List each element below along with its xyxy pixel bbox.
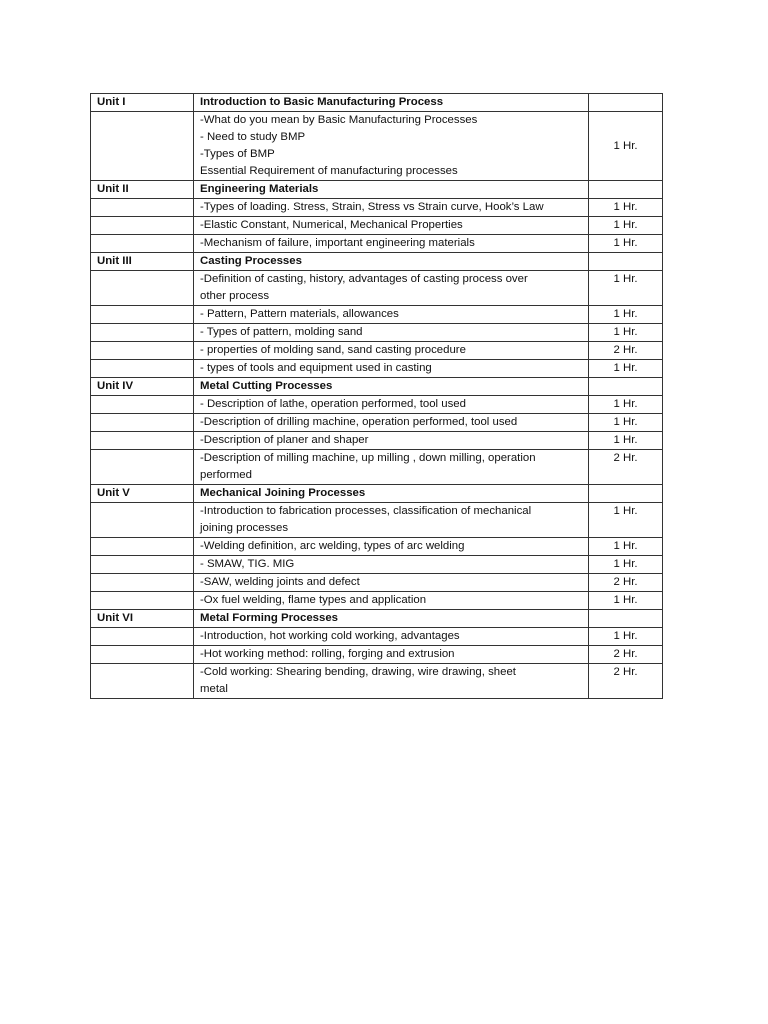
- unit-label: Unit II: [91, 181, 194, 199]
- topic-line: - SMAW, TIG. MIG: [200, 558, 295, 570]
- unit-label: Unit V: [91, 485, 194, 503]
- empty-hours-cell: [589, 610, 663, 628]
- empty-unit-cell: [91, 396, 194, 414]
- topic-line: -Types of BMP: [200, 148, 275, 160]
- empty-unit-cell: [91, 628, 194, 646]
- topic-row: [91, 432, 663, 450]
- topic-description: [194, 414, 589, 432]
- topic-hours: 1 Hr.: [589, 396, 663, 414]
- topic-hours: 1 Hr.: [589, 271, 663, 306]
- topic-row: [91, 628, 663, 646]
- topic-row: [91, 556, 663, 574]
- empty-unit-cell: [91, 271, 194, 306]
- topic-description: [194, 217, 589, 235]
- topic-hours: 1 Hr.: [589, 235, 663, 253]
- topic-hours: 1 Hr.: [589, 306, 663, 324]
- topic-line: Essential Requirement of manufacturing processes: [200, 165, 458, 177]
- empty-unit-cell: [91, 574, 194, 592]
- topic-line: -What do you mean by Basic Manufacturing Processes: [200, 114, 478, 126]
- unit-title: Casting Processes: [194, 253, 589, 271]
- unit-title: Metal Forming Processes: [194, 610, 589, 628]
- topic-description: [194, 503, 589, 538]
- topic-row: [91, 574, 663, 592]
- topic-line: - Pattern, Pattern materials, allowances: [200, 308, 399, 320]
- topic-line: -Cold working: Shearing bending, drawing, wire drawing, sheet: [200, 666, 516, 678]
- topic-line: - properties of molding sand, sand casting procedure: [200, 344, 466, 356]
- empty-unit-cell: [91, 592, 194, 610]
- topic-row: [91, 306, 663, 324]
- topic-description: [194, 450, 589, 485]
- topic-description: [194, 112, 589, 181]
- empty-unit-cell: [91, 646, 194, 664]
- topic-line: -Elastic Constant, Numerical, Mechanical Properties: [200, 219, 463, 231]
- empty-unit-cell: [91, 324, 194, 342]
- unit-header-row: [91, 485, 663, 503]
- topic-line: -Description of drilling machine, operation performed, tool used: [200, 416, 518, 428]
- syllabus-body: [91, 94, 663, 699]
- topic-line: -Description of planer and shaper: [200, 434, 369, 446]
- topic-line: -Introduction to fabrication processes, classification of mechanical: [200, 505, 532, 517]
- topic-line: - Description of lathe, operation performed, tool used: [200, 398, 466, 410]
- topic-hours: 1 Hr.: [589, 556, 663, 574]
- empty-unit-cell: [91, 450, 194, 485]
- unit-label: Unit VI: [91, 610, 194, 628]
- topic-line: -Mechanism of failure, important engineering materials: [200, 237, 475, 249]
- topic-description: [194, 628, 589, 646]
- topic-row: [91, 112, 663, 181]
- topic-description: [194, 664, 589, 699]
- unit-label: Unit IV: [91, 378, 194, 396]
- topic-row: [91, 646, 663, 664]
- topic-row: [91, 342, 663, 360]
- empty-unit-cell: [91, 664, 194, 699]
- topic-description: [194, 235, 589, 253]
- topic-hours: 2 Hr.: [589, 574, 663, 592]
- topic-description: [194, 324, 589, 342]
- empty-hours-cell: [589, 181, 663, 199]
- unit-title: Metal Cutting Processes: [194, 378, 589, 396]
- topic-row: [91, 503, 663, 538]
- topic-row: [91, 235, 663, 253]
- topic-hours: 1 Hr.: [589, 217, 663, 235]
- unit-header-row: [91, 378, 663, 396]
- topic-hours: 1 Hr.: [589, 503, 663, 538]
- topic-row: [91, 396, 663, 414]
- empty-unit-cell: [91, 538, 194, 556]
- topic-line: -Introduction, hot working cold working, advantages: [200, 630, 460, 642]
- topic-line: -Types of loading. Stress, Strain, Stress vs Strain curve, Hook’s Law: [200, 201, 544, 213]
- unit-label: Unit I: [91, 94, 194, 112]
- topic-description: [194, 306, 589, 324]
- topic-line: performed: [200, 469, 252, 481]
- topic-hours: 1 Hr.: [589, 538, 663, 556]
- topic-row: [91, 271, 663, 306]
- topic-line: - types of tools and equipment used in casting: [200, 362, 432, 374]
- topic-hours: 2 Hr.: [589, 450, 663, 485]
- empty-hours-cell: [589, 378, 663, 396]
- empty-unit-cell: [91, 217, 194, 235]
- syllabus-table: [90, 93, 663, 699]
- topic-description: [194, 360, 589, 378]
- topic-line: -Hot working method: rolling, forging and extrusion: [200, 648, 455, 660]
- topic-row: [91, 324, 663, 342]
- topic-description: [194, 592, 589, 610]
- empty-unit-cell: [91, 556, 194, 574]
- topic-line: -Ox fuel welding, flame types and application: [200, 594, 427, 606]
- topic-hours: 1 Hr.: [589, 324, 663, 342]
- topic-row: [91, 360, 663, 378]
- unit-label: Unit III: [91, 253, 194, 271]
- topic-line: - Need to study BMP: [200, 131, 306, 143]
- topic-line: joining processes: [200, 522, 289, 534]
- empty-hours-cell: [589, 253, 663, 271]
- topic-hours: 1 Hr.: [589, 414, 663, 432]
- topic-row: [91, 664, 663, 699]
- topic-line: -SAW, welding joints and defect: [200, 576, 360, 588]
- topic-line: other process: [200, 290, 270, 302]
- empty-unit-cell: [91, 432, 194, 450]
- topic-line: - Types of pattern, molding sand: [200, 326, 363, 338]
- topic-row: [91, 450, 663, 485]
- topic-description: [194, 538, 589, 556]
- topic-hours: 1 Hr.: [589, 592, 663, 610]
- topic-line: -Welding definition, arc welding, types of arc welding: [200, 540, 465, 552]
- topic-hours: 1 Hr.: [589, 199, 663, 217]
- topic-hours: 2 Hr.: [589, 664, 663, 699]
- unit-title: Engineering Materials: [194, 181, 589, 199]
- unit-title: Mechanical Joining Processes: [194, 485, 589, 503]
- empty-unit-cell: [91, 199, 194, 217]
- topic-description: [194, 574, 589, 592]
- topic-description: [194, 556, 589, 574]
- empty-unit-cell: [91, 360, 194, 378]
- topic-hours: 1 Hr.: [589, 360, 663, 378]
- topic-description: [194, 199, 589, 217]
- unit-header-row: [91, 610, 663, 628]
- topic-row: [91, 538, 663, 556]
- topic-row: [91, 217, 663, 235]
- empty-unit-cell: [91, 342, 194, 360]
- unit-header-row: [91, 253, 663, 271]
- topic-line: -Definition of casting, history, advantages of casting process over: [200, 273, 528, 285]
- topic-hours: 1 Hr.: [589, 112, 663, 181]
- topic-line: metal: [200, 683, 228, 695]
- topic-description: [194, 646, 589, 664]
- topic-row: [91, 592, 663, 610]
- topic-hours: 1 Hr.: [589, 432, 663, 450]
- unit-title: Introduction to Basic Manufacturing Process: [194, 94, 589, 112]
- empty-unit-cell: [91, 112, 194, 181]
- topic-description: [194, 396, 589, 414]
- topic-description: [194, 342, 589, 360]
- empty-unit-cell: [91, 414, 194, 432]
- topic-row: [91, 414, 663, 432]
- unit-header-row: [91, 181, 663, 199]
- topic-hours: 2 Hr.: [589, 646, 663, 664]
- topic-description: [194, 432, 589, 450]
- empty-hours-cell: [589, 94, 663, 112]
- topic-row: [91, 199, 663, 217]
- empty-unit-cell: [91, 503, 194, 538]
- topic-hours: 2 Hr.: [589, 342, 663, 360]
- unit-header-row: [91, 94, 663, 112]
- empty-unit-cell: [91, 235, 194, 253]
- topic-hours: 1 Hr.: [589, 628, 663, 646]
- empty-unit-cell: [91, 306, 194, 324]
- topic-description: [194, 271, 589, 306]
- empty-hours-cell: [589, 485, 663, 503]
- topic-line: -Description of milling machine, up milling , down milling, operation: [200, 452, 536, 464]
